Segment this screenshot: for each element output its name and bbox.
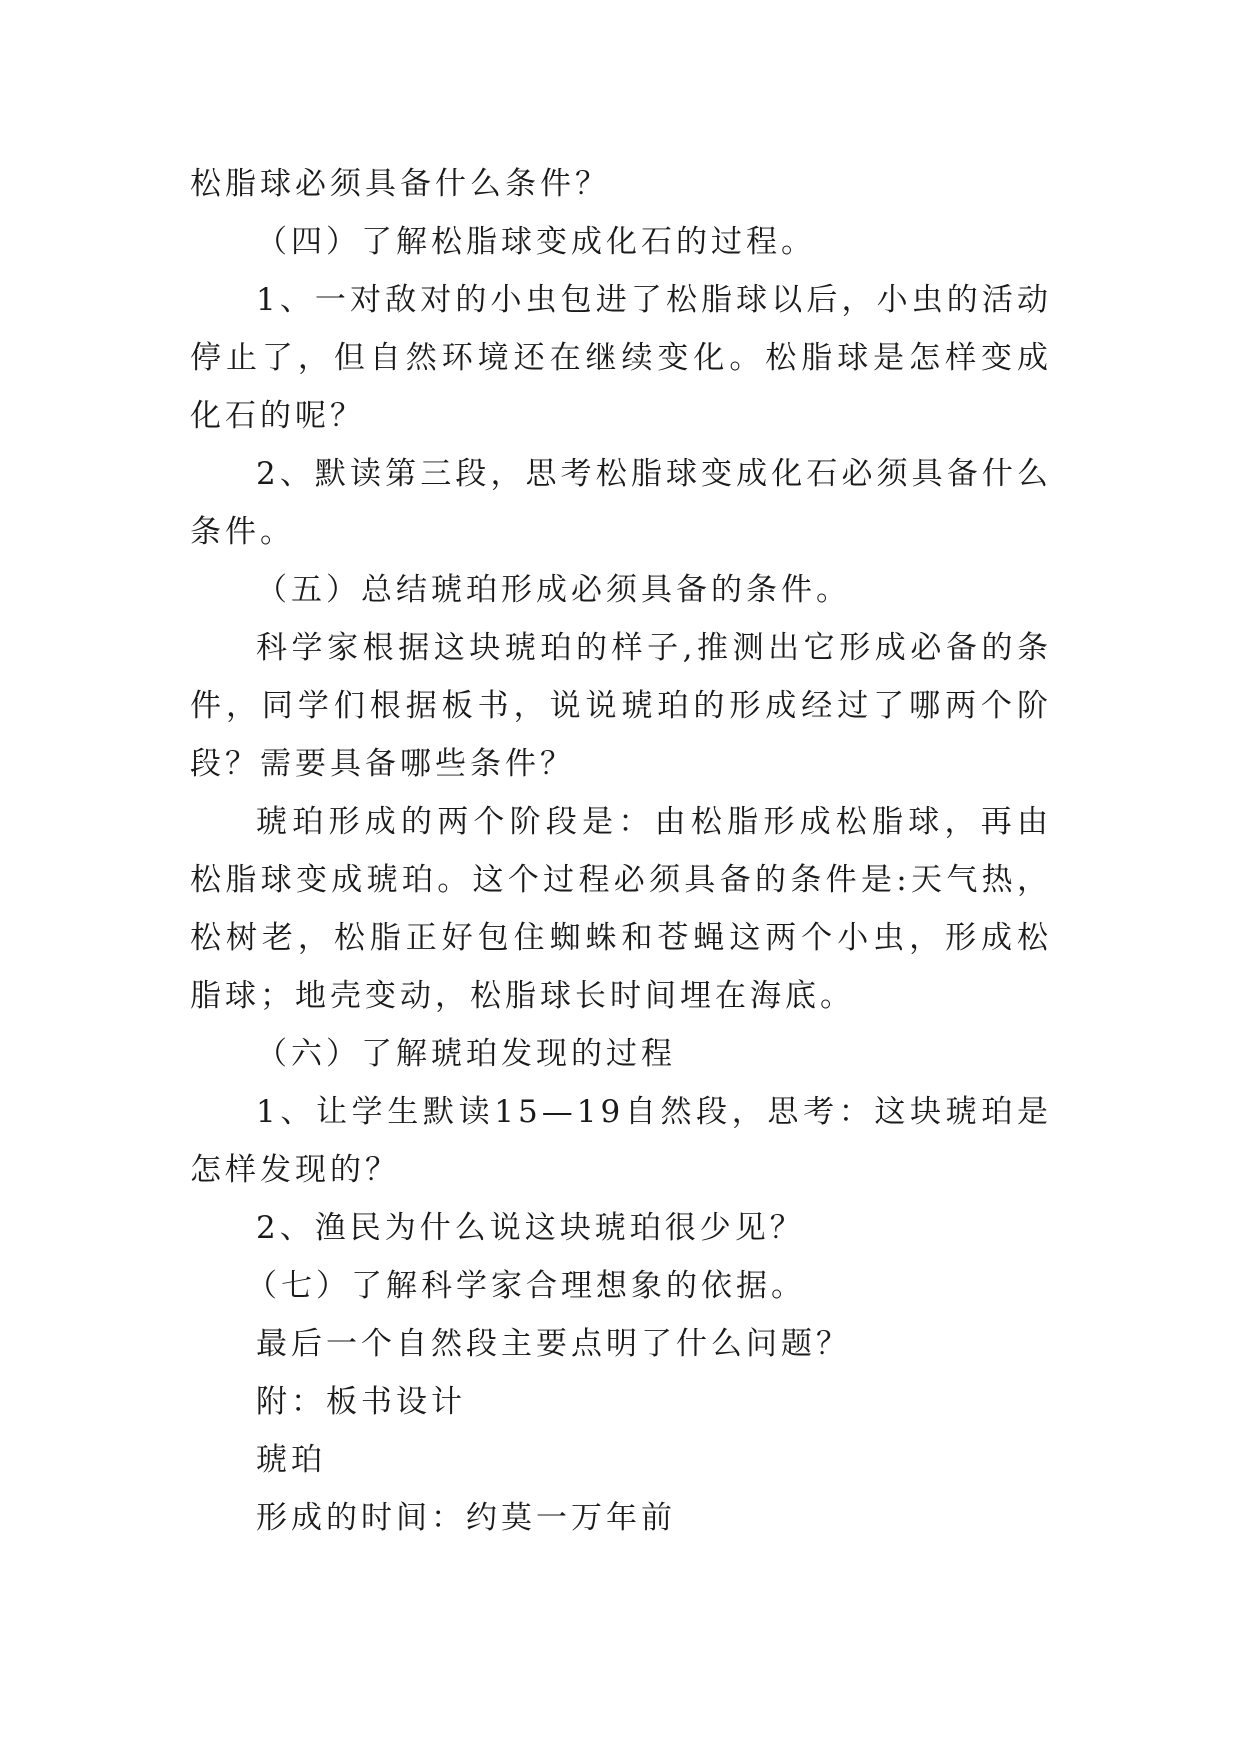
section-heading-four: （四）了解松脂球变成化石的过程。 — [256, 224, 816, 260]
section-heading-seven: （七）了解科学家合理想象的依据。 — [246, 1268, 806, 1304]
board-title: 琥珀 — [256, 1442, 326, 1478]
paragraph-item-2b: 2、渔民为什么说这块琥珀很少见？ — [256, 1210, 805, 1246]
section-heading-six: （六）了解琥珀发现的过程 — [256, 1036, 676, 1072]
document-body — [190, 155, 1052, 1547]
paragraph-scientist: 科学家根据这块琥珀的样子,推测出它形成必备的条件，同学们根据板书，说说琥珀的形成经过了哪两个阶段？需要具备哪些条件？ — [190, 630, 1052, 782]
paragraph-item-2: 2、默读第三段，思考松脂球变成化石必须具备什么条件。 — [190, 456, 1052, 550]
appendix-heading: 附：板书设计 — [256, 1384, 466, 1420]
paragraph-last-question: 最后一个自然段主要点明了什么问题？ — [256, 1326, 851, 1362]
paragraph-item-1b: 1、让学生默读15—19自然段，思考：这块琥珀是怎样发现的？ — [190, 1094, 1052, 1188]
paragraph-two-stages: 琥珀形成的两个阶段是：由松脂形成松脂球，再由松脂球变成琥珀。这个过程必须具备的条件是:天气热，松树老，松脂正好包住蜘蛛和苍蝇这两个小虫，形成松脂球；地壳变动，松脂球长时间埋在海底。 — [190, 804, 1052, 1014]
paragraph-item-1: 1、一对敌对的小虫包进了松脂球以后，小虫的活动停止了，但自然环境还在继续变化。松脂球是怎样变成化石的呢？ — [190, 282, 1052, 434]
section-heading-five: （五）总结琥珀形成必须具备的条件。 — [256, 572, 851, 608]
paragraph-continuation: 松脂球必须具备什么条件？ — [190, 166, 610, 202]
board-formation-time: 形成的时间：约莫一万年前 — [256, 1500, 676, 1536]
